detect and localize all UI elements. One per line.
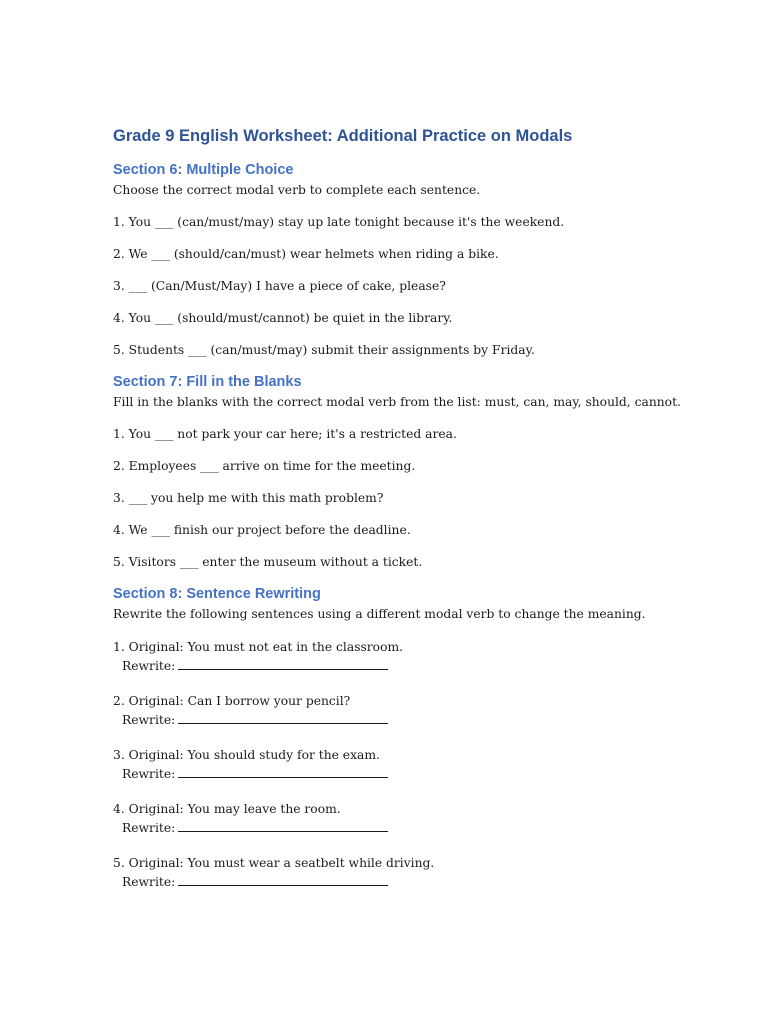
section-heading: Section 7: Fill in the Blanks xyxy=(113,374,302,390)
rewrite-label: Rewrite: xyxy=(122,659,176,673)
original-sentence: 1. Original: You must not eat in the classroom. xyxy=(113,640,404,654)
original-sentence: 3. Original: You should study for the exam. xyxy=(113,748,380,762)
rewrite-label: Rewrite: xyxy=(122,821,176,835)
question-item: 3. ___ (Can/Must/May) I have a piece of cake, please? xyxy=(113,279,446,293)
document-title: Grade 9 English Worksheet: Additional Practice on Modals xyxy=(113,127,573,145)
original-sentence: 2. Original: Can I borrow your pencil? xyxy=(113,694,351,708)
section-multiple-choice xyxy=(113,158,713,358)
rewrite-answer-line[interactable] xyxy=(178,819,388,832)
section-sentence-rewriting xyxy=(113,582,713,892)
rewrite-answer-line[interactable] xyxy=(178,765,388,778)
rewrite-answer-line[interactable] xyxy=(178,657,388,670)
rewrite-answer-line[interactable] xyxy=(178,711,388,724)
rewrite-row xyxy=(113,873,713,892)
question-item: 1. You ___ not park your car here; it's a restricted area. xyxy=(113,427,457,441)
question-item: 3. ___ you help me with this math problem? xyxy=(113,491,384,505)
worksheet-page xyxy=(113,122,713,908)
original-sentence: 4. Original: You may leave the room. xyxy=(113,802,341,816)
section-instruction: Rewrite the following sentences using a different modal verb to change the meaning. xyxy=(113,607,646,621)
section-heading: Section 6: Multiple Choice xyxy=(113,162,294,178)
question-item: 5. Students ___ (can/must/may) submit their assignments by Friday. xyxy=(113,343,535,357)
rewrite-item xyxy=(113,638,713,676)
question-item: 2. We ___ (should/can/must) wear helmets when riding a bike. xyxy=(113,247,499,261)
section-instruction: Fill in the blanks with the correct modal verb from the list: must, can, may, should, cannot. xyxy=(113,395,681,409)
rewrite-item xyxy=(113,746,713,784)
rewrite-item xyxy=(113,800,713,838)
question-item: 4. We ___ finish our project before the deadline. xyxy=(113,523,411,537)
rewrite-row xyxy=(113,765,713,784)
question-item: 2. Employees ___ arrive on time for the meeting. xyxy=(113,459,416,473)
question-item: 5. Visitors ___ enter the museum without a ticket. xyxy=(113,555,423,569)
rewrite-answer-line[interactable] xyxy=(178,873,388,886)
original-sentence: 5. Original: You must wear a seatbelt while driving. xyxy=(113,856,435,870)
section-instruction: Choose the correct modal verb to complete each sentence. xyxy=(113,183,481,197)
question-item: 4. You ___ (should/must/cannot) be quiet in the library. xyxy=(113,311,453,325)
section-fill-in-the-blanks xyxy=(113,370,713,570)
rewrite-row xyxy=(113,711,713,730)
rewrite-row xyxy=(113,819,713,838)
rewrite-label: Rewrite: xyxy=(122,713,176,727)
rewrite-item xyxy=(113,854,713,892)
rewrite-label: Rewrite: xyxy=(122,875,176,889)
section-heading: Section 8: Sentence Rewriting xyxy=(113,586,321,602)
rewrite-label: Rewrite: xyxy=(122,767,176,781)
rewrite-item xyxy=(113,692,713,730)
question-item: 1. You ___ (can/must/may) stay up late tonight because it's the weekend. xyxy=(113,215,565,229)
rewrite-row xyxy=(113,657,713,676)
